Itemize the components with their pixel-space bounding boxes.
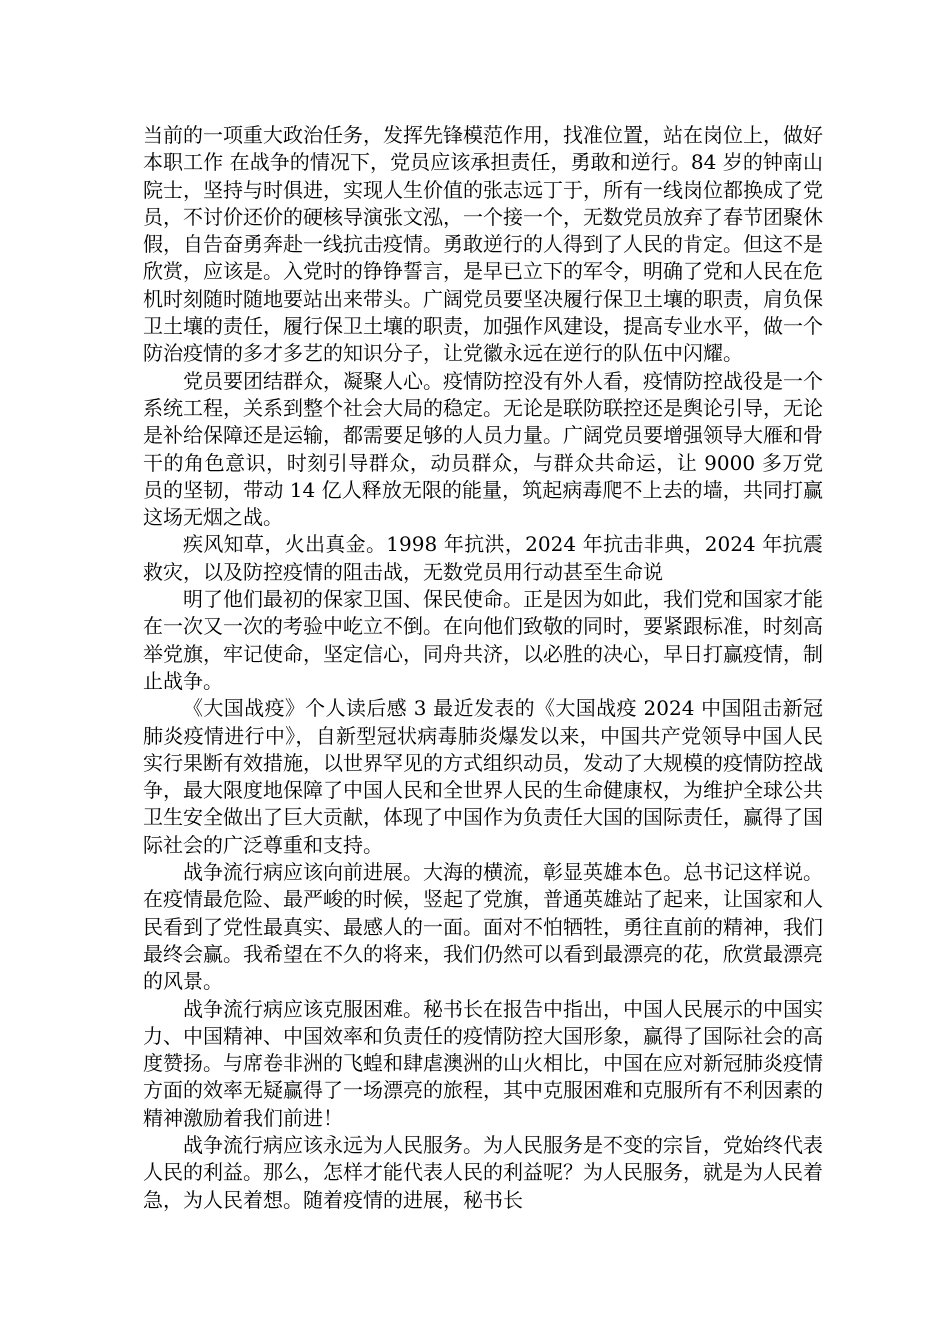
paragraph-8: 战争流行病应该永远为人民服务。为人民服务是不变的宗旨，党始终代表人民的利益。那么，怎样才能代表人民的利益呢？为人民服务，就是为人民着急，为人民着想。随着疫情的进展，秘书长 (143, 1132, 823, 1212)
paragraph-4: 明了他们最初的保家卫国、保民使命。正是因为如此，我们党和国家才能在一次又一次的考验中屹立不倒。在向他们致敬的同时，要紧跟标准，时刻高举党旗，牢记使命，坚定信心，同舟共济，以必胜的决心，早日打赢疫情，制止战争。 (143, 587, 823, 693)
paragraph-2: 党员要团结群众，凝聚人心。疫情防控没有外人看，疫情防控战役是一个系统工程，关系到整个社会大局的稳定。无论是联防联控还是舆论引导，无论是补给保障还是运输，都需要足够的人员力量。广阔党员要增强领导大雁和骨干的角色意识，时刻引导群众，动员群众，与群众共命运，让 9000 多万党员的坚韧，带动 14 亿人释放无限的能量，筑起病毒爬不上去的墙，共同打赢这场无烟之战。 (143, 368, 823, 530)
paragraph-5: 《大国战疫》个人读后感 3 最近发表的《大国战疫 2024 中国阻击新冠肺炎疫情进行中》，自新型冠状病毒肺炎爆发以来，中国共产党领导中国人民实行果断有效措施，以世界罕见的方式组织动员，发动了大规模的疫情防控战争，最大限度地保障了中国人民和全世界人民的生命健康权，为维护全球公共卫生安全做出了巨大贡献，体现了中国作为负责任大国的国际责任，赢得了国际社会的广泛尊重和支持。 (143, 696, 823, 857)
paragraph-7: 战争流行病应该克服困难。秘书长在报告中指出，中国人民展示的中国实力、中国精神、中国效率和负责任的疫情防控大国形象，赢得了国际社会的高度赞扬。与席卷非洲的飞蝗和肆虐澳洲的山火相比，中国在应对新冠肺炎疫情方面的效率无疑赢得了一场漂亮的旅程，其中克服困难和克服所有不利因素的精神激励着我们前进！ (143, 996, 823, 1130)
document-page (143, 122, 823, 1214)
paragraph-1: 当前的一项重大政治任务，发挥先锋模范作用，找准位置，站在岗位上，做好本职工作 在战争的情况下，党员应该承担责任，勇敢和逆行。84 岁的钟南山院士，坚持与时俱进，实现人生价值的张志远丁于，所有一线岗位都换成了党员，不讨价还价的硬核导演张文泓，一个接一个，无数党员放弃了春节团聚休假，自告奋勇奔赴一线抗击疫情。勇敢逆行的人得到了人民的肯定。但这不是欣赏，应该是。入党时的铮铮誓言，是早已立下的军令，明确了党和人民在危机时刻随时随地要站出来带头。广阔党员要坚决履行保卫土壤的职责，肩负保卫土壤的责任，履行保卫土壤的职责，加强作风建设，提高专业水平，做一个防治疫情的多才多艺的知识分子，让党徽永远在逆行的队伍中闪耀。 (143, 123, 823, 366)
paragraph-3: 疾风知草，火出真金。1998 年抗洪，2024 年抗击非典，2024 年抗震救灾，以及防控疫情的阻击战，无数党员用行动甚至生命说 (143, 532, 823, 584)
paragraph-6: 战争流行病应该向前进展。大海的横流，彰显英雄本色。总书记这样说。在疫情最危险、最严峻的时候，竖起了党旗，普通英雄站了起来，让国家和人民看到了党性最真实、最感人的一面。面对不怕牺牲，勇往直前的精神，我们最终会赢。我希望在不久的将来，我们仍然可以看到最漂亮的花，欣赏最漂亮的风景。 (143, 860, 823, 994)
